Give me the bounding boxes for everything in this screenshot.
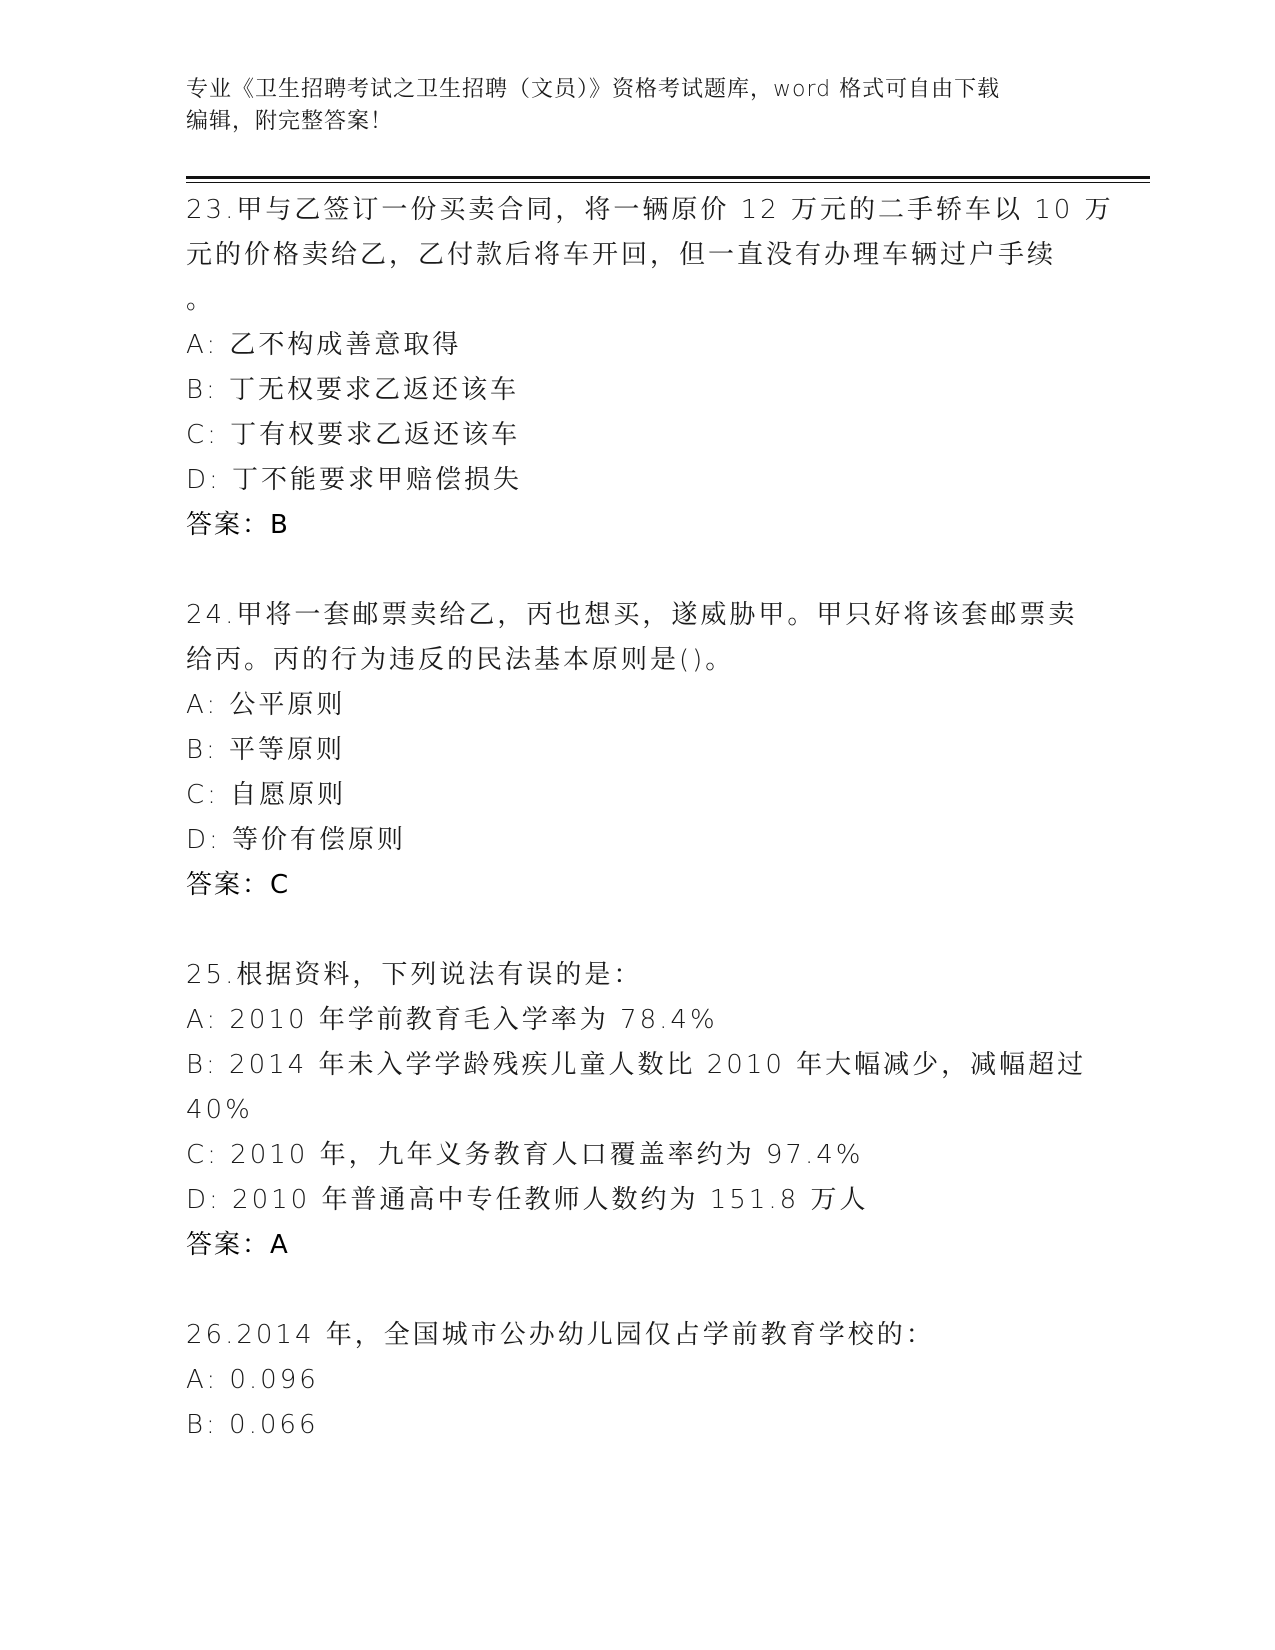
question-text: 元的价格卖给乙，乙付款后将车开回，但一直没有办理车辆过户手续: [186, 240, 1057, 270]
option-d: D: 丁不能要求甲赔偿损失: [186, 465, 523, 495]
option-b-continued: 40%: [186, 1095, 253, 1125]
option-a: A: 2010 年学前教育毛入学率为 78.4%: [186, 1005, 718, 1035]
question-text: 24.甲将一套邮票卖给乙，丙也想买，遂威胁甲。甲只好将该套邮票卖: [186, 600, 1078, 630]
option-a: A: 乙不构成善意取得: [186, 330, 462, 360]
option-d: D: 2010 年普通高中专任教师人数约为 151.8 万人: [186, 1185, 869, 1215]
option-a: A: 公平原则: [186, 690, 346, 720]
header-divider-thick: [186, 176, 1150, 179]
header-line-2: 编辑，附完整答案！: [186, 109, 394, 134]
answer-label: 答案：A: [186, 1230, 290, 1260]
question-23: [186, 188, 1114, 548]
question-24: [186, 593, 1086, 908]
question-26: [186, 1313, 1086, 1448]
question-25: [186, 953, 1086, 1268]
spacer: [186, 548, 1086, 593]
spacer: [186, 1268, 1086, 1313]
question-text: 26.2014 年，全国城市公办幼儿园仅占学前教育学校的：: [186, 1320, 935, 1350]
answer-label: 答案：B: [186, 510, 290, 540]
question-list: [186, 188, 1114, 1448]
document-header: [186, 74, 1086, 138]
option-b: B: 丁无权要求乙返还该车: [186, 375, 520, 405]
option-b: B: 平等原则: [186, 735, 346, 765]
option-c: C: 2010 年，九年义务教育人口覆盖率约为 97.4%: [186, 1140, 864, 1170]
question-text: 。: [186, 285, 216, 315]
option-a: A: 0.096: [186, 1365, 319, 1395]
header-divider-thin: [186, 182, 1150, 183]
answer-label: 答案：C: [186, 870, 291, 900]
option-c: C: 丁有权要求乙返还该车: [186, 420, 521, 450]
option-b: B: 0.066: [186, 1410, 319, 1440]
option-c: C: 自愿原则: [186, 780, 347, 810]
spacer: [186, 908, 1086, 953]
option-d: D: 等价有偿原则: [186, 825, 407, 855]
option-b: B: 2014 年未入学学龄残疾儿童人数比 2010 年大幅减少，减幅超过: [186, 1050, 1087, 1080]
question-text: 给丙。丙的行为违反的民法基本原则是()。: [186, 645, 735, 675]
header-line-1: 专业《卫生招聘考试之卫生招聘（文员）》资格考试题库，word 格式可自由下载: [186, 77, 1001, 102]
question-text: 25.根据资料，下列说法有误的是：: [186, 960, 643, 990]
question-text: 23.甲与乙签订一份买卖合同，将一辆原价 12 万元的二手轿车以 10 万: [186, 195, 1114, 225]
